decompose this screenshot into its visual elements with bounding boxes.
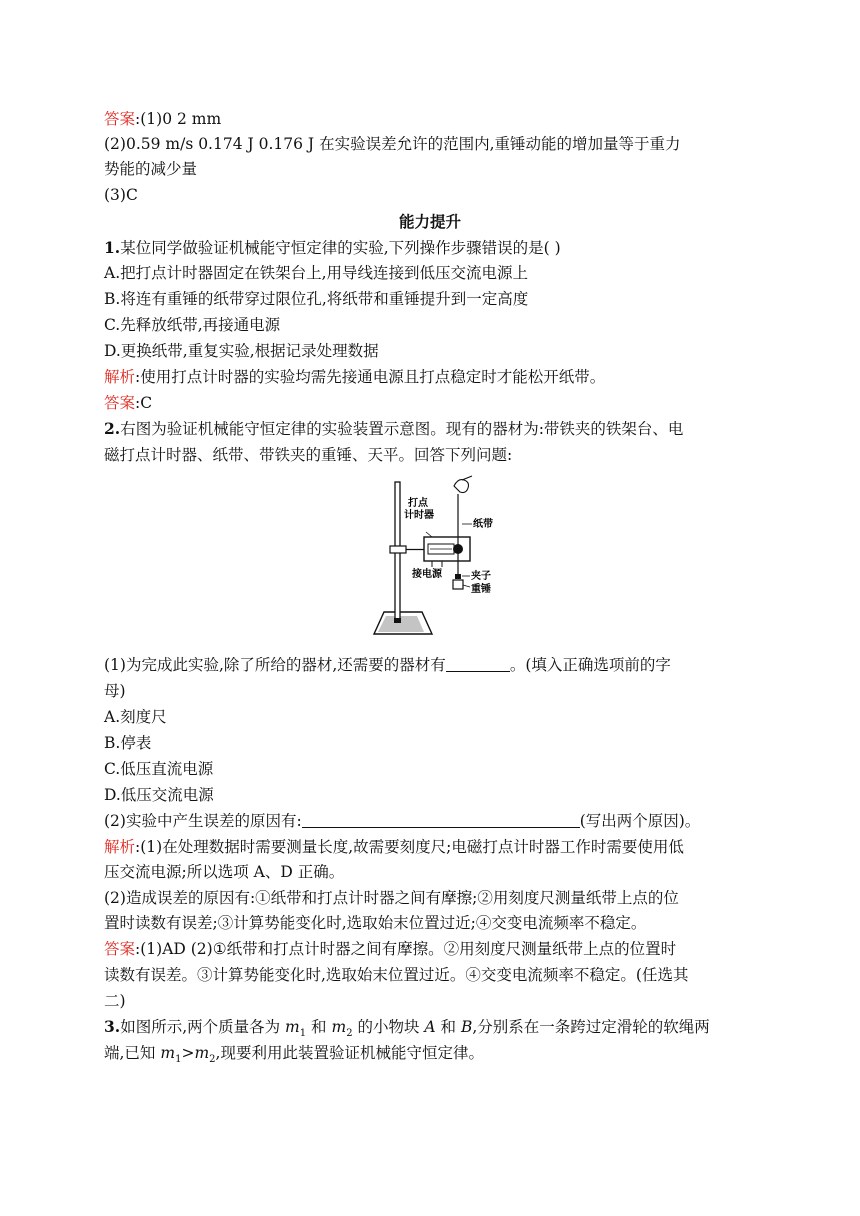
q1-option-d: D.更换纸带,重复实验,根据记录处理数据 — [104, 342, 379, 360]
q2-option-a: A.刻度尺 — [104, 708, 167, 726]
label-weight: 重锤 — [471, 584, 491, 595]
q2-option-d: D.低压交流电源 — [104, 786, 214, 804]
clip — [455, 574, 461, 579]
question-2-line-2: 磁打点计时器、纸带、带铁夹的重锤、天平。回答下列问题: — [104, 446, 513, 464]
question-3-line-2: 端,已知 $m_1>m_2$,现要利用此装置验证机械能守恒定律。 — [104, 1044, 484, 1066]
q2-sub1-line-1: (1)为完成此实验,除了所给的器材,还需要的器材有 。(填入正确选项前的字 — [104, 656, 671, 674]
apparatus-figure — [362, 474, 498, 646]
label-timer-2: 计时器 — [404, 510, 434, 521]
answer-label: 答案 — [104, 110, 136, 128]
q2-sub1-line-2: 母) — [104, 682, 126, 700]
clamp-arm — [390, 546, 406, 553]
section-title: 能力提升 — [398, 212, 461, 231]
q2-option-b: B.停表 — [104, 734, 152, 752]
q2-sub2: (2)实验中产生误差的原因有: (写出两个原因)。 — [104, 812, 701, 830]
q2-analysis-line-3: (2)造成误差的原因有:①纸带和打点计时器之间有摩擦;②用刻度尺测量纸带上点的位 — [104, 889, 679, 907]
answer-line-1: 答案:(1)0 2 mm — [104, 110, 222, 128]
q1-option-b: B.将连有重锤的纸带穿过限位孔,将纸带和重锤提升到一定高度 — [104, 290, 529, 308]
q2-analysis-line-1: 解析:(1)在处理数据时需要测量长度,故需要刻度尺;电磁打点计时器工作时需要使用低 — [104, 838, 684, 856]
fill-blank-1[interactable] — [446, 655, 510, 672]
label-tape: 纸带 — [473, 519, 493, 530]
q2-analysis-line-2: 压交流电源;所以选项 A、D 正确。 — [104, 863, 345, 881]
label-timer: 打点 — [408, 498, 428, 509]
answer-line-3: 势能的减少量 — [104, 160, 198, 178]
question-2-line-1: 2.右图为验证机械能守恒定律的实验装置示意图。现有的器材为:带铁夹的铁架台、电 — [104, 419, 684, 438]
pole-foot — [394, 618, 401, 623]
q1-analysis: 解析:使用打点计时器的实验均需先接通电源且打点稳定时才能松开纸带。 — [104, 368, 606, 386]
q2-answer-line-3: 二) — [104, 992, 126, 1010]
q2-analysis-line-4: 置时读数有误差;③计算势能变化时,选取始末位置过近;④交变电流频率不稳定。 — [104, 914, 647, 932]
q2-answer-line-1: 答案:(1)AD (2)①纸带和打点计时器之间有摩擦。②用刻度尺测量纸带上点的位置时 — [104, 940, 677, 958]
fill-blank-2[interactable] — [302, 811, 580, 828]
label-power: 接电源 — [412, 569, 442, 580]
q2-answer-line-2: 读数有误差。③计算势能变化时,选取始末位置过近。④交变电流频率不稳定。(任选其 — [104, 966, 689, 984]
q1-option-a: A.把打点计时器固定在铁架台上,用导线连接到低压交流电源上 — [104, 264, 529, 282]
hand-icon — [454, 480, 469, 493]
question-3-line-1: 3.如图所示,两个质量各为 $m_1$ 和 $m_2$ 的小物块 A 和 B,分别系在一条跨过定滑轮的软绳两 — [104, 1017, 710, 1040]
question-1: 1.某位同学做验证机械能守恒定律的实验,下列操作步骤错误的是( ) — [104, 238, 561, 257]
q2-option-c: C.低压直流电源 — [104, 760, 214, 778]
answer-line-2: (2)0.59 m/s 0.174 J 0.176 J 在实验误差允许的范围内,重锤动能的增加量等于重力 — [104, 135, 681, 153]
q1-answer: 答案:C — [104, 394, 153, 412]
q1-option-c: C.先释放纸带,再接通电源 — [104, 316, 281, 334]
answer-line-4: (3)C — [104, 186, 138, 204]
weight — [453, 580, 463, 589]
label-clip: 夹子 — [471, 571, 491, 582]
